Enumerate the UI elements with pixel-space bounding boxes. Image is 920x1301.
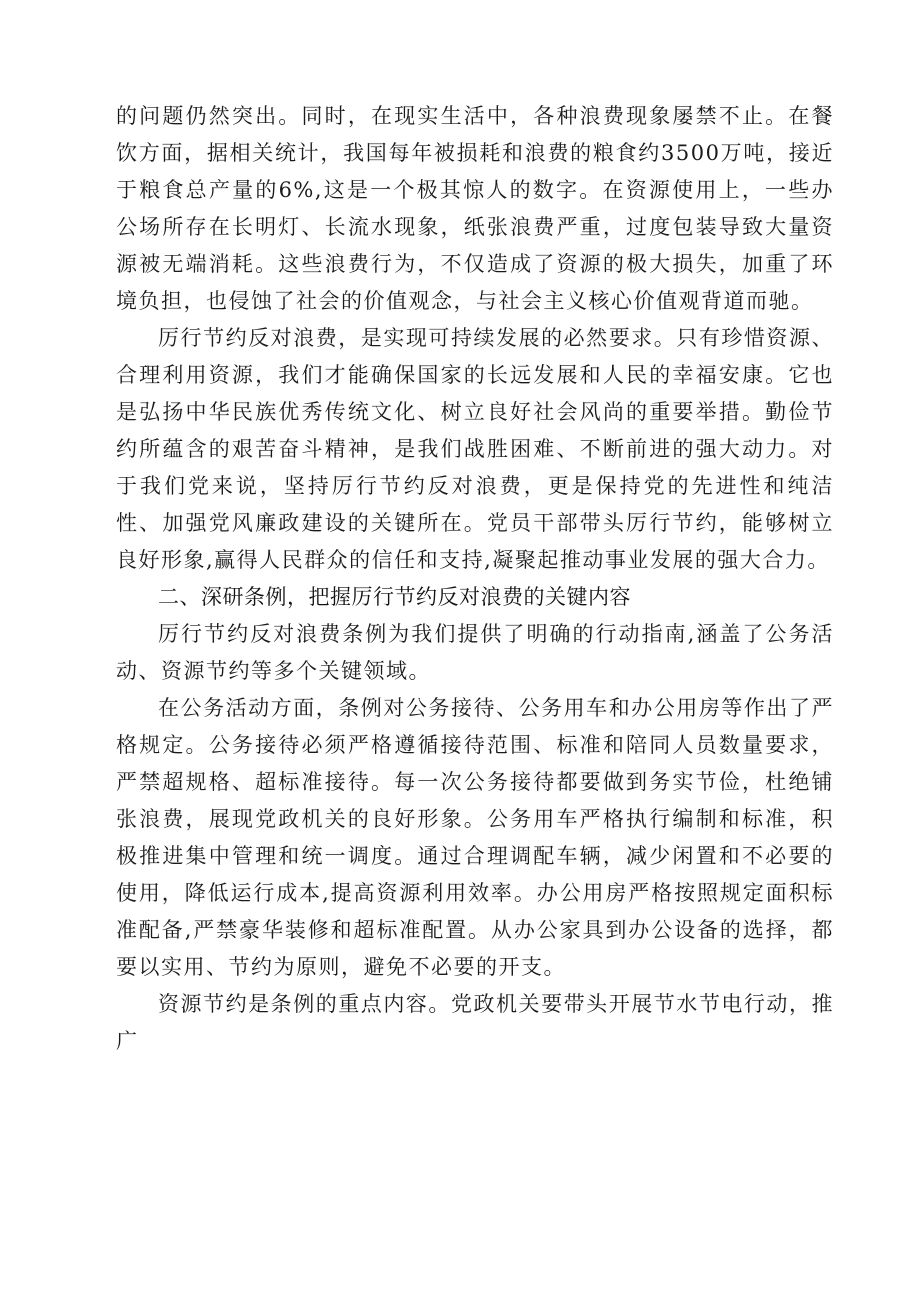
paragraph-official-activities: 在公务活动方面，条例对公务接待、公务用车和办公用房等作出了严格规定。公务接待必须严格遵循接待范围、标准和陪同人员数量要求，严禁超规格、超标准接待。每一次公务接待都要做到务实节俭，杜绝铺张浪费，展现党政机关的良好形象。公务用车严格执行编制和标准，积极推进集中管理和统一调度。通过合理调配车辆，减少闲置和不必要的使用，降低运行成本,提高资源利用效率。办公用房严格按照规定面积标准配备,严禁豪华装修和超标准配置。从办公家具到办公设备的选择，都要以实用、节约为原则，避免不必要的开支。 bbox=[116, 696, 834, 979]
paragraph-regulation-guide: 厉行节约反对浪费条例为我们提供了明确的行动指南,涵盖了公务活动、资源节约等多个关键领域。 bbox=[116, 622, 834, 683]
paragraph-resource-saving: 资源节约是条例的重点内容。党政机关要带头开展节水节电行动，推广 bbox=[116, 992, 834, 1053]
paragraph-sustainable-development: 厉行节约反对浪费，是实现可持续发展的必然要求。只有珍惜资源、合理利用资源，我们才能确保国家的长远发展和人民的幸福安康。它也是弘扬中华民族优秀传统文化、树立良好社会风尚的重要举措。勤俭节约所蕴含的艰苦奋斗精神，是我们战胜困难、不断前进的强大动力。对于我们党来说，坚持厉行节约反对浪费，更是保持党的先进性和纯洁性、加强党风廉政建设的关键所在。党员干部带头厉行节约，能够树立良好形象,赢得人民群众的信任和支持,凝聚起推动事业发展的强大合力。 bbox=[116, 326, 834, 572]
section-heading: 二、深研条例，把握厉行节约反对浪费的关键内容 bbox=[158, 585, 631, 609]
paragraph-waste-problems: 的问题仍然突出。同时，在现实生活中，各种浪费现象屡禁不止。在餐饮方面，据相关统计，我国每年被损耗和浪费的粮食约3500万吨，接近于粮食总产量的6%,这是一个极其惊人的数字。在资源使用上，一些办公场所存在长明灯、长流水现象，纸张浪费严重，过度包装导致大量资源被无端消耗。这些浪费行为，不仅造成了资源的极大损失，加重了环境负担，也侵蚀了社会的价值观念，与社会主义核心价值观背道而驰。 bbox=[116, 104, 834, 313]
document-body bbox=[116, 98, 834, 1060]
